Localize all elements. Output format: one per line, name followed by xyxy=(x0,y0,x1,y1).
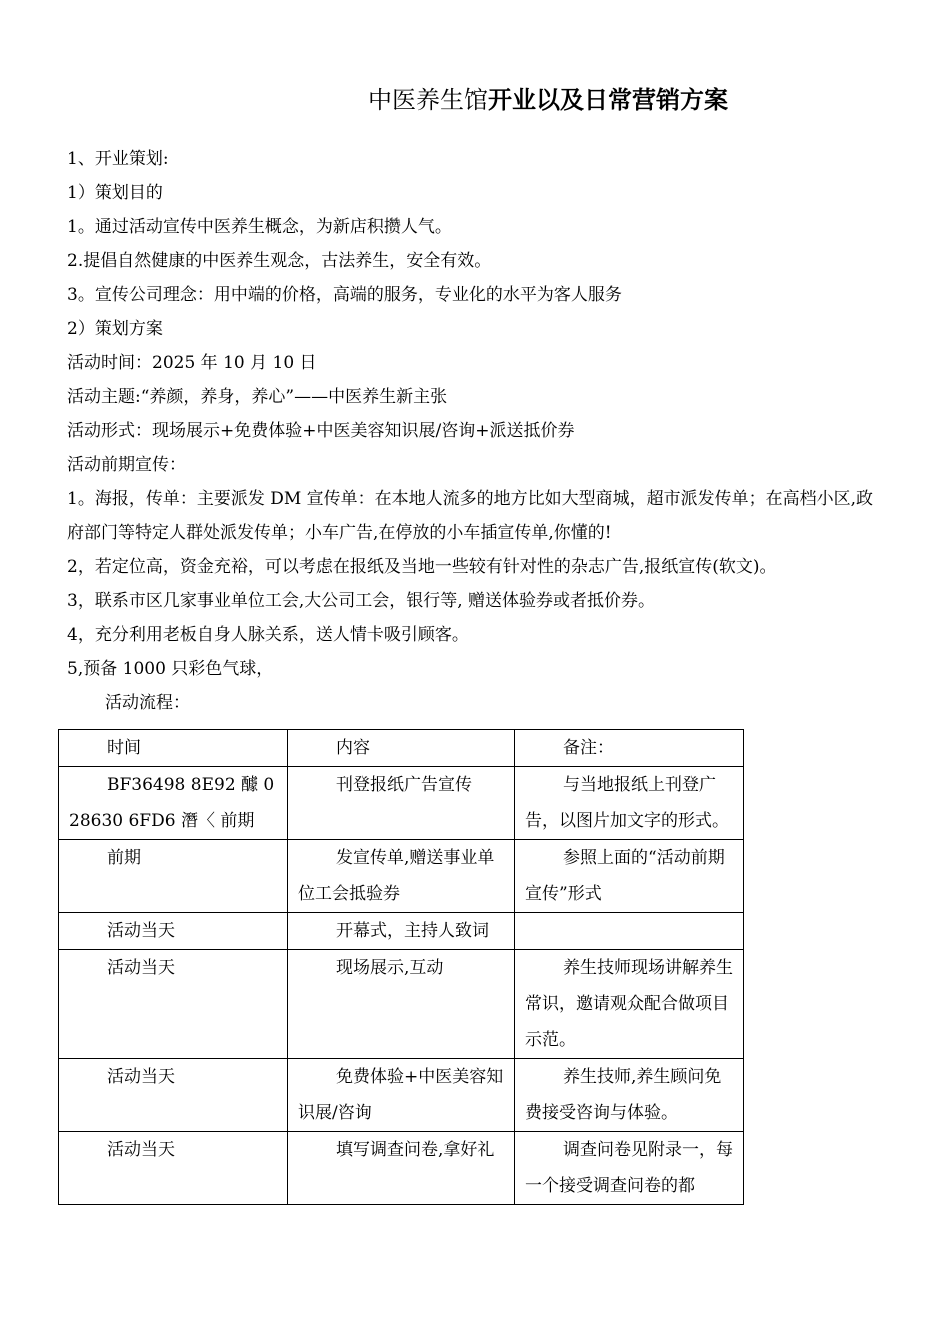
activity-time: 活动时间：2025 年 10 月 10 日 xyxy=(67,353,317,373)
purpose-item-2: 2.提倡自然健康的中医养生观念，古法养生，安全有效。 xyxy=(67,251,492,271)
promotion-item-1: 1。海报，传单：主要派发 DM 宣传单：在本地人流多的地方比如大型商城，超市派发传单；在高档小区,政府部门等特定人群处派发传单；小车广告,在停放的小车插宣传单,你懂的! xyxy=(67,489,874,543)
table-header-row xyxy=(59,730,744,767)
document-title xyxy=(368,84,728,116)
promotion-item-2: 2，若定位高，资金充裕，可以考虑在报纸及当地一些较有针对性的杂志广告,报纸宣传(软文)。 xyxy=(67,557,777,577)
promotion-item-3: 3，联系市区几家事业单位工会,大公司工会，银行等, 赠送体验券或者抵价券。 xyxy=(67,591,656,611)
table-cell-content: 开幕式，主持人致词 xyxy=(288,913,515,950)
header-time: 时间 xyxy=(59,730,288,767)
purpose-item-3: 3。宣传公司理念：用中端的价格，高端的服务，专业化的水平为客人服务 xyxy=(67,285,622,305)
table-cell-content: 刊登报纸广告宣传 xyxy=(288,767,515,840)
purpose-item-1: 1。通过活动宣传中医养生概念，为新店积攒人气。 xyxy=(67,217,452,237)
activity-format: 活动形式：现场展示+免费体验+中医美容知识展/咨询+派送抵价券 xyxy=(67,421,575,441)
table-cell-note: 养生技师,养生顾问免费接受咨询与体验。 xyxy=(515,1059,744,1132)
table-row xyxy=(59,1132,744,1205)
activity-flow-table xyxy=(58,729,744,1205)
table-row xyxy=(59,840,744,913)
table-cell-note xyxy=(515,913,744,950)
table-row xyxy=(59,767,744,840)
table-cell-time: 活动当天 xyxy=(59,1059,288,1132)
table-cell-note: 参照上面的“活动前期宣传”形式 xyxy=(515,840,744,913)
table-cell-note: 调查问卷见附录一，每一个接受调查问卷的都 xyxy=(515,1132,744,1205)
table-row xyxy=(59,950,744,1059)
activity-theme: 活动主题:“养颜，养身，养心”——中医养生新主张 xyxy=(67,387,448,407)
table-cell-note: 养生技师现场讲解养生常识，邀请观众配合做项目示范。 xyxy=(515,950,744,1059)
promotion-item-5: 5,预备 1000 只彩色气球， xyxy=(67,659,274,679)
table-cell-time: 前期 xyxy=(59,840,288,913)
table-cell-time: BF36498 8E92 醵 0 28630 6FD6 潛〈 前期 xyxy=(59,767,288,840)
table-row xyxy=(59,1059,744,1132)
document-body xyxy=(67,142,887,720)
title-bold-part: 开业以及日常营销方案 xyxy=(488,86,728,114)
promotion-item-4: 4，充分利用老板自身人脉关系，送人情卡吸引顾客。 xyxy=(67,625,469,645)
table-cell-content: 填写调查问卷,拿好礼 xyxy=(288,1132,515,1205)
subheading-plan-purpose: 1）策划目的 xyxy=(67,183,163,203)
section-heading-opening-plan: 1、开业策划: xyxy=(67,149,169,169)
table-cell-note: 与当地报纸上刊登广告，以图片加文字的形式。 xyxy=(515,767,744,840)
header-note: 备注： xyxy=(515,730,744,767)
table-cell-time: 活动当天 xyxy=(59,1132,288,1205)
header-content: 内容 xyxy=(288,730,515,767)
table-cell-content: 现场展示,互动 xyxy=(288,950,515,1059)
table-cell-time: 活动当天 xyxy=(59,950,288,1059)
activity-flow-heading: 活动流程： xyxy=(105,693,190,713)
subheading-plan-scheme: 2）策划方案 xyxy=(67,319,163,339)
title-light-part: 中医养生馆 xyxy=(368,86,488,114)
table-cell-content: 免费体验+中医美容知识展/咨询 xyxy=(288,1059,515,1132)
table-cell-time: 活动当天 xyxy=(59,913,288,950)
pre-promotion-heading: 活动前期宣传： xyxy=(67,455,186,475)
table-cell-content: 发宣传单,赠送事业单位工会抵验券 xyxy=(288,840,515,913)
table-row xyxy=(59,913,744,950)
